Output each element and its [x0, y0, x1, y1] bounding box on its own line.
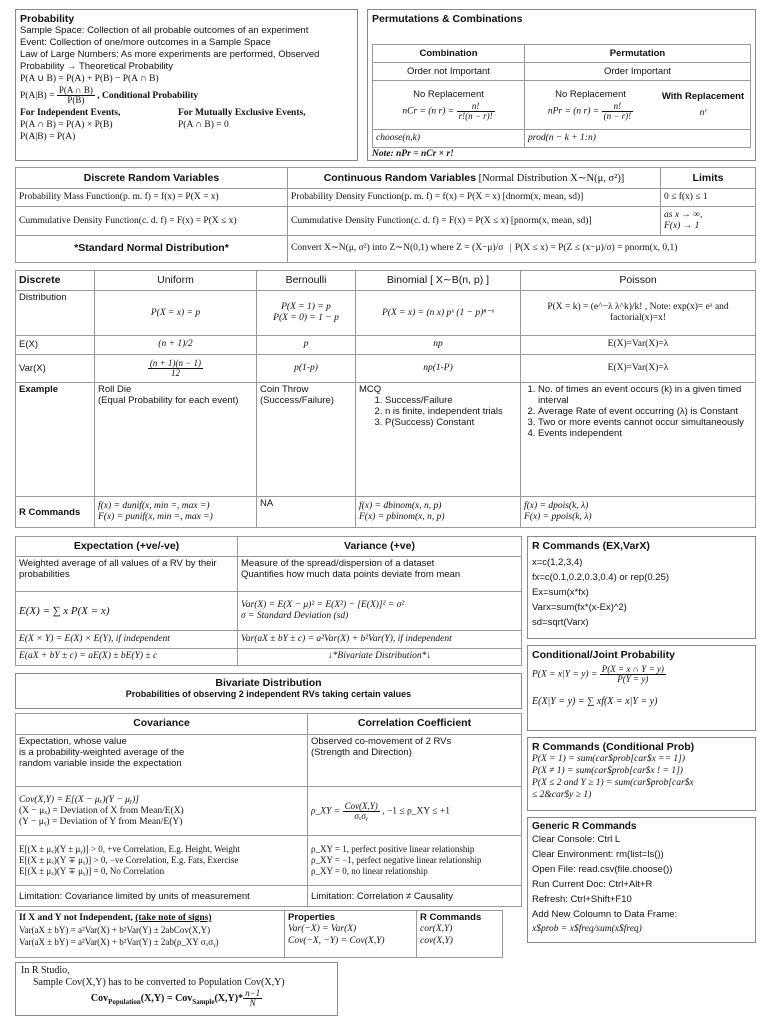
expvar-table-wrap — [15, 536, 522, 666]
bivariate-box — [15, 673, 522, 709]
note-label: Note: — [372, 149, 394, 159]
correlation-range: , −1 ≤ ρ_XY ≤ +1 — [382, 806, 450, 817]
rcmd-exvar-title: R Commands (EX,VarX) — [532, 540, 650, 552]
rstudio-sample: Sample — [192, 998, 215, 1006]
mutex-formula: P(A ∩ B) = 0 — [178, 120, 229, 130]
probability-line: Law of Large Numbers: As more experiments are performed, Observed — [20, 49, 320, 60]
permcomb-title: Permutations & Combinations — [372, 13, 523, 25]
probability-title: Probability — [20, 13, 75, 25]
poisson-r-1: f(x) = dpois(k, λ) — [524, 501, 589, 512]
conditional-formula — [20, 85, 353, 107]
covariance-rule: E[(X ± μₓ)(Y ∓ μᵧ)] = 0, No Correlation — [19, 866, 165, 877]
combination-order: Order not Important — [373, 62, 525, 80]
correlation-rule: ρ_XY = 0, no linear relationship — [311, 866, 428, 877]
covariance-desc: Expectation, whose value — [19, 735, 127, 747]
uniform-distribution: P(X = x) = p — [95, 291, 257, 336]
rstudio-line-1: In R Studio, — [21, 965, 70, 976]
binomial-ex: np — [356, 336, 521, 354]
combination-header: Combination — [373, 45, 525, 63]
limit-2a: as x → ∞, — [664, 210, 703, 221]
notindep-formula: Var(aX ± bY) = a²Var(X) + b²Var(Y) ± 2abCov(X,Y) — [19, 925, 211, 935]
snd-title: *Standard Normal Distribution* — [16, 235, 288, 262]
row-ex-label: E(X) — [16, 336, 95, 354]
rcmd-exvar-line: Ex=sum(x*fx) — [532, 587, 589, 598]
correlation-rule: ρ_XY = −1, perfect negative linear relationship — [311, 855, 482, 866]
expectation-indep: E(X × Y) = E(X) × E(Y), if independent — [16, 631, 238, 648]
probability-line: Probability → Theoretical Probability — [20, 61, 173, 72]
rv-table-wrap — [15, 167, 756, 263]
uniform-var-num: (n + 1)(n − 1) — [149, 357, 202, 368]
binomial-distribution: P(X = x) = (n x) pˣ (1 − p)ⁿ⁻ˣ — [356, 291, 521, 336]
bernoulli-col-header: Bernoulli — [257, 271, 356, 291]
generic-r-line: Add New Coloumn to Data Frame: — [532, 909, 678, 920]
variance-header: Variance (+ve) — [238, 537, 522, 557]
expectation-desc: Weighted average of all values of a RV by their probabilities — [16, 557, 238, 592]
condjoint-box — [527, 645, 756, 731]
limit-2b: F(x) → 1 — [664, 221, 700, 232]
snd-convert: Convert X∼N(μ, σ²) into Z∼N(0,1) where Z = (X−μ)/σ — [291, 243, 504, 254]
expectation-header: Expectation (+ve/-ve) — [16, 537, 238, 557]
rcmd-exvar-box — [527, 536, 756, 639]
generic-r-line: Clear Console: Ctrl L — [532, 834, 621, 845]
binomial-example-item: 1. Success/Failure — [385, 395, 517, 406]
covariance-formula: (X − μₓ) = Deviation of X from Mean/E(X) — [19, 805, 184, 816]
generic-r-line: x$prob = x$freq/sum(x$freq) — [532, 924, 642, 934]
bernoulli-r: NA — [257, 497, 356, 528]
probability-box — [15, 9, 358, 161]
covcorr-table-wrap — [15, 713, 522, 907]
comb-norep: No Replacement — [413, 88, 484, 100]
variance-desc-1: Measure of the spread/dispersion of a dataset — [241, 558, 435, 570]
binomial-r-1: f(x) = dbinom(x, n, p) — [359, 501, 442, 512]
rstudio-box — [15, 962, 338, 1016]
independent-formula: P(A ∩ B) = P(A) × P(B) — [20, 120, 113, 130]
binomial-r-2: F(x) = pbinom(x, n, p) — [359, 512, 445, 523]
binomial-var: np(1-P) — [356, 354, 521, 383]
npr-den: (n − r)! — [603, 110, 632, 121]
variance-linear: Var(aX ± bY ± c) = a²Var(X) + b²Var(Y), if independent — [238, 631, 522, 648]
dist-table-wrap — [15, 270, 756, 528]
covariance-limitation: Limitation: Covariance limited by units of measurement — [16, 886, 308, 907]
rcmd-exvar-line: Varx=sum(fx*(x-Ex)^2) — [532, 602, 627, 613]
pdf-text: Probability Density Function(p. m. f) = f(x) = P(X = x) [dnorm(x, mean, sd)] — [288, 189, 661, 207]
continuous-rv-note: [Normal Distribution X∼N(μ, σ²)] — [475, 172, 625, 184]
row-var-label: Var(X) — [16, 354, 95, 383]
rcmd-cond-line: ≤ 2&car$y ≥ 1) — [532, 790, 592, 800]
rcmd-cov-line: cov(X,Y) — [420, 936, 453, 946]
poisson-ex: E(X)=Var(X)=λ — [521, 336, 756, 354]
independent-formula: P(A|B) = P(A) — [20, 132, 76, 142]
property-line: Cov(−X, −Y) = Cov(X,Y) — [288, 936, 385, 946]
permcomb-table — [372, 44, 751, 148]
rcmd-cov-line: cor(X,Y) — [420, 924, 453, 934]
uniform-example: Roll Die (Equal Probability for each event) — [95, 383, 257, 497]
covariance-rule: E[(X ± μₓ)(Y ± μᵧ)] > 0, +ve Correlation, E.g. Height, Weight — [19, 844, 240, 855]
binomial-example-title: MCQ — [359, 384, 382, 396]
conditional-lhs: P(A|B) = — [20, 91, 55, 101]
choose-command: choose(n,k) — [373, 130, 525, 148]
poisson-example-item: 2. Average Rate of event occurring (λ) is Constant — [538, 406, 752, 417]
covariance-header: Covariance — [16, 714, 308, 735]
rcmd-cond-line: P(X ≠ 1) = sum(car$prob[car$x ! = 1]) — [532, 766, 683, 776]
correlation-lhs: ρ_XY = — [311, 806, 341, 817]
row-example-label: Example — [16, 383, 95, 497]
correlation-rule: ρ_XY = 1, perfect positive linear relationship — [311, 844, 475, 855]
covariance-desc: is a probability-weighted average of the — [19, 746, 185, 758]
rcmd-cond-line: P(X = 1) = sum(car$prob[car$x == 1]) — [532, 754, 685, 764]
poisson-r-2: F(x) = ppois(k, λ) — [524, 512, 592, 523]
rstudio-cov-e: (X,Y)* — [214, 993, 244, 1004]
rv-table — [15, 167, 756, 263]
uniform-var-den: 12 — [170, 367, 180, 378]
notindep-title: If X and Y not Independent, — [19, 913, 136, 923]
poisson-example-item: 1. No. of times an event occurs (k) in a given timed interval — [538, 384, 752, 406]
continuous-rv-header: Continuous Random Variables — [323, 171, 476, 184]
permcomb-box — [367, 9, 756, 161]
permutation-header: Permutation — [525, 45, 751, 63]
limit-1: 0 ≤ f(x) ≤ 1 — [661, 189, 756, 207]
expectation-variance-table — [15, 536, 522, 666]
perm-rep: With Replacement — [661, 90, 745, 102]
uniform-col-header: Uniform — [95, 271, 257, 291]
poisson-distribution-2: factorial(x)=x! — [610, 313, 666, 324]
ncr-lhs: nCr = (n r) = — [402, 106, 455, 117]
notindep-table-wrap — [15, 910, 503, 958]
conditional-num: P(A ∩ B) — [58, 85, 93, 96]
binomial-example-item: 2. n is finite, independent trials — [385, 406, 517, 417]
generic-r-line: Open File: read.csv(file.choose()) — [532, 864, 673, 875]
generic-r-line: Run Current Doc: Ctrl+Alt+R — [532, 879, 653, 890]
mutex-title: For Mutually Exclusive Events, — [178, 108, 306, 118]
ncr-den: r!(n − r)! — [458, 110, 493, 121]
expectation-linear: E(aX + bY ± c) = aE(X) ± bE(Y) ± c — [16, 648, 238, 665]
uniform-r-1: f(x) = dunif(x, min =, max =) — [98, 501, 210, 512]
condjoint-f1-den: P(Y = y) — [617, 674, 649, 684]
correlation-desc: Observed co-movement of 2 RVs — [311, 735, 452, 747]
conditional-den: P(B) — [67, 95, 85, 106]
notindep-note: (take note of signs) — [135, 913, 212, 923]
rcmd-exvar-line: sd=sqrt(Varx) — [532, 617, 589, 628]
row-distribution-label: Distribution — [16, 291, 95, 336]
ncr-formula — [376, 102, 521, 121]
rstudio-num: n−1 — [245, 988, 261, 999]
rcmd-cond-line: P(X ≤ 2 and Y ≥ 1) = sum(car$prob[car$x — [532, 778, 694, 788]
notindep-formula: Var(aX ± bY) = a²Var(X) + b²Var(Y) ± 2ab(ρ_XY σₓσᵧ) — [19, 937, 219, 947]
row-r-label: R Commands — [16, 497, 95, 528]
poisson-col-header: Poisson — [521, 271, 756, 291]
rcmd-cov-title: R Commands — [420, 912, 482, 923]
npr-lhs: nPr = (n r) = — [547, 106, 600, 117]
bivariate-note: ↓*Bivariate Distribution*↓ — [238, 648, 522, 665]
variance-desc-2: Quantifies how much data points deviate from mean — [241, 569, 461, 581]
expectation-formula: E(X) = ∑ x P(X = x) — [16, 592, 238, 631]
cdf-continuous: Cummulative Density Function(c. d. f) = F(x) = P(X ≤ x) [pnorm(x, mean, sd)] — [288, 207, 661, 235]
covariance-formula: Cov(X,Y) = E[(X − μₓ)(Y − μᵧ)] — [19, 794, 139, 805]
rstudio-den: N — [249, 998, 256, 1009]
bernoulli-var: p(1-p) — [257, 354, 356, 383]
condjoint-f1-num: P(X = x ∩ Y = y) — [601, 664, 664, 674]
variance-formula-1: Var(X) = E(X − μ)² = E(X²) − [E(X)]² = σ² — [241, 600, 405, 611]
npr-formula — [528, 102, 653, 121]
rcmd-exvar-line: fx=c(0.1,0.2,0.3,0.4) or rep(0.25) — [532, 572, 670, 583]
correlation-num: Cov(X,Y) — [344, 800, 378, 811]
permutation-order: Order Important — [525, 62, 751, 80]
bivariate-title: Bivariate Distribution — [215, 677, 322, 689]
prod-command: prod(n − k + 1:n) — [525, 130, 751, 148]
generic-r-line: Clear Environment: rm(list=ls()) — [532, 849, 664, 860]
bivariate-subtitle: Probabilities of observing 2 independent RVs taking certain values — [125, 689, 412, 699]
condjoint-f1-lhs: P(X = x|Y = y) = — [532, 669, 598, 680]
union-formula: P(A ∪ B) = P(A) + P(B) − P(A ∩ B) — [20, 74, 159, 84]
covariance-correlation-table — [15, 713, 522, 907]
limits-header: Limits — [661, 168, 756, 189]
rstudio-line-2: Sample Cov(X,Y) has to be converted to Population Cov(X,Y) — [33, 977, 285, 988]
binomial-col-header: Binomial [ X∼B(n, p) ] — [356, 271, 521, 291]
probability-line: Sample Space: Collection of all probable outcomes of an experiment — [20, 25, 309, 36]
condjoint-title: Conditional/Joint Probability — [532, 649, 675, 661]
bernoulli-distribution-2: P(X = 0) = 1 − p — [273, 313, 339, 324]
condjoint-formula-2: E(X|Y = y) = ∑ xf(X = x|Y = y) — [532, 696, 658, 707]
nr-formula: nʳ — [699, 107, 707, 118]
property-line: Var(−X) = Var(X) — [288, 924, 357, 934]
variance-formula-2: σ = Standard Deviation (sd) — [241, 611, 349, 622]
correlation-desc: (Strength and Direction) — [311, 746, 412, 758]
permcomb-note — [372, 148, 454, 160]
correlation-limitation: Limitation: Correlation ≠ Causality — [308, 886, 522, 907]
poisson-distribution-1: P(X = k) = (e^−λ λ^k)/k! , Note: exp(x)= eˣ and — [547, 302, 729, 313]
binomial-example-item: 3. P(Success) Constant — [385, 417, 517, 428]
bernoulli-example: Coin Throw (Success/Failure) — [257, 383, 356, 497]
covariance-desc: random variable inside the expectation — [19, 757, 182, 769]
ncr-num: n! — [457, 102, 495, 112]
poisson-example-item: 4. Events independent — [538, 428, 752, 439]
bernoulli-ex: p — [257, 336, 356, 354]
rcmd-cond-title: R Commands (Conditional Prob) — [532, 741, 695, 753]
generic-r-line: Refresh: Ctrl+Shift+F10 — [532, 894, 632, 905]
perm-norep: No Replacement — [555, 88, 626, 100]
rcmd-exvar-line: x=c(1,2,3,4) — [532, 557, 583, 568]
rstudio-cov-c: (X,Y) = Cov — [140, 993, 193, 1004]
covariance-rule: E[(X ± μₓ)(Y ∓ μᵧ)] > 0, −ve Correlation, E.g. Fats, Exercise — [19, 855, 239, 866]
uniform-r-2: F(x) = punif(x, min =, max =) — [98, 512, 213, 523]
distribution-table — [15, 270, 756, 528]
poisson-example-item: 3. Two or more events cannot occur simultaneously — [538, 417, 752, 428]
snd-probability: P(X ≤ x) = P(Z ≤ (x−μ)/σ) = pnorm(x, 0,1) — [510, 243, 678, 253]
npr-num: n! — [602, 102, 634, 112]
bernoulli-distribution-1: P(X = 1) = p — [281, 302, 331, 313]
probability-line: Event: Collection of one/more outcomes in a Sample Space — [20, 37, 271, 48]
rstudio-formula — [21, 989, 332, 1009]
correlation-den: σₓσᵧ — [354, 810, 368, 821]
pmf-text: Probability Mass Function(p. m. f) = f(x) = P(X = x) — [16, 189, 288, 207]
rstudio-population: Population — [108, 998, 141, 1006]
generic-r-title: Generic R Commands — [532, 821, 637, 832]
covariance-formula: (Y − μᵧ) = Deviation of Y from Mean/E(Y) — [19, 816, 183, 827]
rcmd-cond-box — [527, 737, 756, 811]
condjoint-formula-1 — [532, 665, 751, 684]
rstudio-cov-a: Cov — [90, 993, 109, 1004]
properties-title: Properties — [288, 912, 335, 923]
generic-r-box — [527, 817, 756, 943]
uniform-ex: (n + 1)/2 — [95, 336, 257, 354]
poisson-var: E(X)=Var(X)=λ — [521, 354, 756, 383]
conditional-label: , Conditional Probability — [97, 91, 199, 101]
independent-title: For Independent Events, — [20, 108, 121, 118]
discrete-col-header: Discrete — [16, 271, 95, 291]
notindep-table — [15, 910, 503, 958]
correlation-header: Correlation Coefficient — [308, 714, 522, 735]
discrete-rv-header: Discrete Random Variables — [16, 168, 288, 189]
cdf-discrete: Cummulative Density Function(c. d. f) = F(x) = P(X ≤ x) — [16, 207, 288, 235]
note-formula: nPr = nCr × r! — [393, 149, 454, 159]
